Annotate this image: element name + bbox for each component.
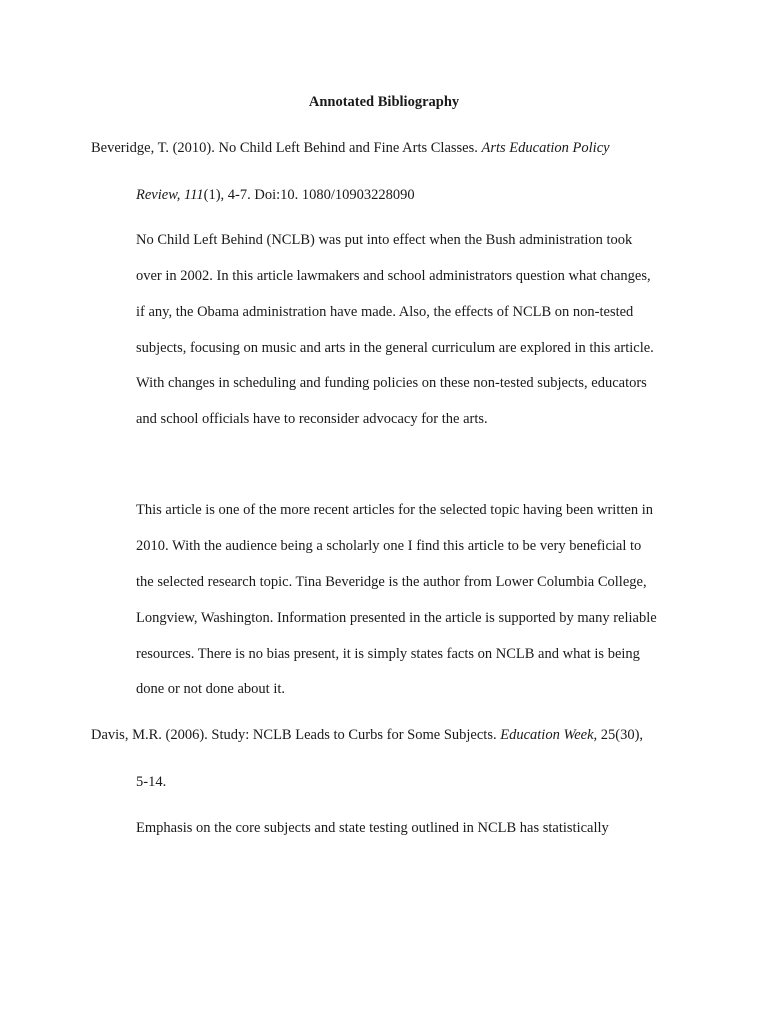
summary-line: if any, the Obama administration have made. Also, the effects of NCLB on non-tested (136, 304, 634, 320)
evaluation-line: This article is one of the more recent articles for the selected topic having been written in (136, 502, 653, 518)
evaluation-line: resources. There is no bias present, it is simply states facts on NCLB and what is being (136, 646, 640, 662)
summary-line: subjects, focusing on music and arts in the general curriculum are explored in this article. (136, 340, 654, 356)
citation-journal-cont: Review, 111 (136, 187, 204, 203)
citation-author-title: Davis, M.R. (2006). Study: NCLB Leads to Curbs for Some Subjects. (91, 727, 501, 743)
citation-author-title: Beveridge, T. (2010). No Child Left Behind and Fine Arts Classes. (91, 140, 482, 156)
summary-line: With changes in scheduling and funding policies on these non-tested subjects, educators (136, 375, 647, 391)
summary-line: Emphasis on the core subjects and state testing outlined in NCLB has statistically (136, 820, 609, 836)
citation-issue-pages: (1), 4-7. Doi:10. 1080/10903228090 (203, 187, 415, 203)
document-title: Annotated Bibliography (308, 94, 460, 110)
summary-line: No Child Left Behind (NCLB) was put into effect when the Bush administration took (136, 232, 633, 248)
evaluation-line: the selected research topic. Tina Beveridge is the author from Lower Columbia College, (136, 574, 647, 590)
summary-line: over in 2002. In this article lawmakers and school administrators question what changes, (136, 268, 651, 284)
evaluation-line: 2010. With the audience being a scholarly one I find this article to be very beneficial to (136, 538, 642, 554)
citation-line-2 (136, 185, 415, 205)
evaluation-line: Longview, Washington. Information presented in the article is supported by many reliable (136, 610, 657, 626)
summary-line: and school officials have to reconsider advocacy for the arts. (136, 411, 488, 427)
citation-journal: Education Week, (500, 727, 598, 743)
citation-pages: 5-14. (136, 774, 167, 790)
citation-volume-issue: 25(30), (597, 727, 644, 743)
citation-journal: Arts Education Policy (481, 140, 610, 156)
citation-line-1 (91, 725, 643, 745)
evaluation-line: done or not done about it. (136, 681, 286, 697)
citation-line-1 (91, 138, 610, 158)
